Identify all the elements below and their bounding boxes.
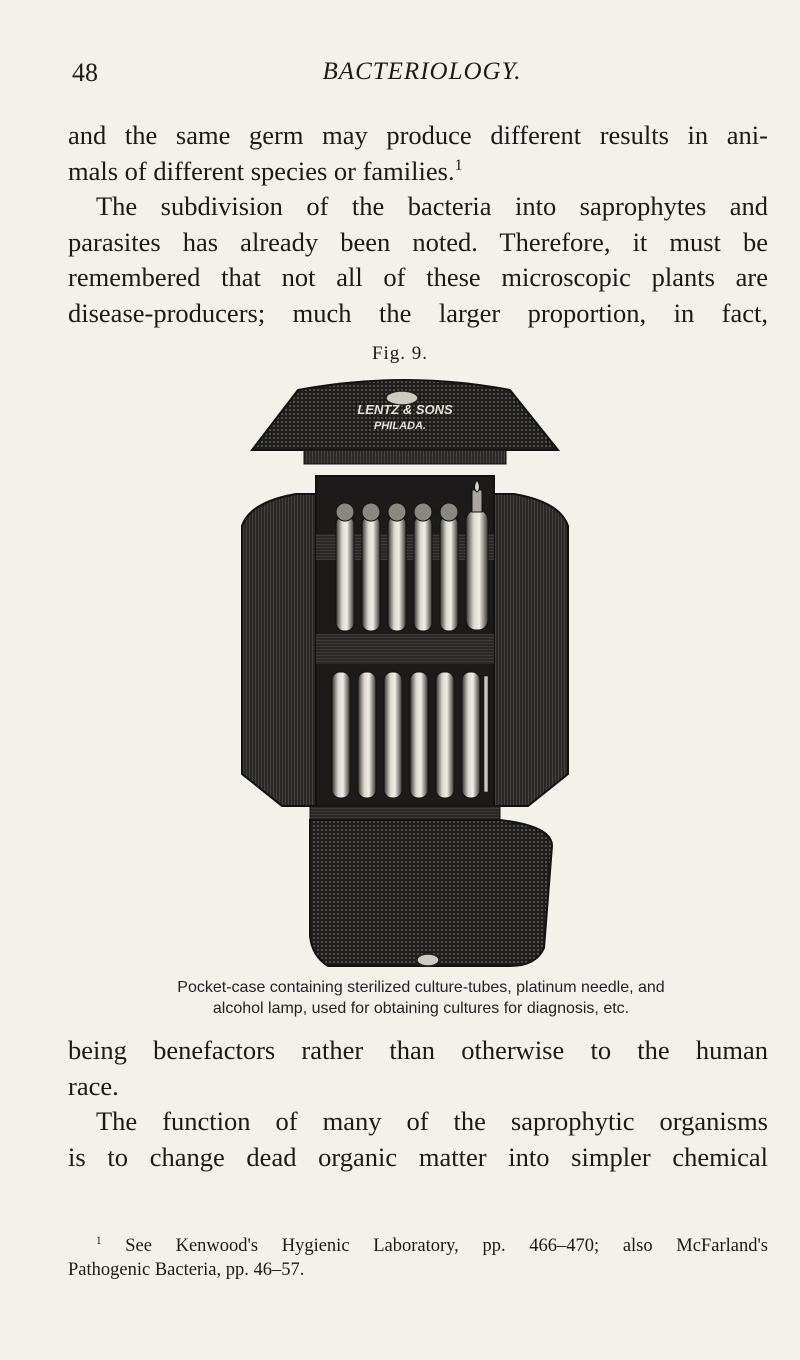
bottom-flap	[310, 806, 552, 966]
text-line: The function of many of the saprophytic organisms	[96, 1106, 768, 1136]
text-line: race.	[68, 1070, 119, 1101]
text-line: parasites has already been noted. Therefore, it must be	[68, 226, 768, 257]
footnote-line: Pathogenic Bacteria, pp. 46–57.	[68, 1260, 305, 1280]
figure-caption	[115, 977, 727, 1019]
paragraph-top	[68, 118, 768, 331]
footnote-number: 1	[96, 1234, 102, 1247]
pocket-case-illustration	[240, 376, 570, 972]
right-flap	[494, 494, 568, 806]
text-line: is to change dead organic matter into simpler chemical	[68, 1141, 768, 1172]
culture-tubes-top-row	[336, 503, 458, 631]
left-flap	[242, 494, 316, 806]
footnote-marker: 1	[454, 156, 463, 174]
running-title: BACTERIOLOGY.	[322, 58, 522, 85]
footnote-text: See Kenwood's Hygienic Laboratory, pp. 466–470; also McFarland's	[125, 1236, 768, 1256]
footnote	[68, 1234, 768, 1282]
paragraph-bottom	[68, 1033, 768, 1175]
text-line: remembered that not all of these microscopic plants are	[68, 262, 768, 292]
maker-line-2: PHILADA.	[374, 420, 426, 432]
platinum-needle	[484, 676, 488, 792]
text-line: disease-producers; much the larger proportion, in fact,	[68, 297, 768, 328]
caption-line: Pocket-case containing sterilized culture-tubes, platinum needle, and	[177, 979, 665, 996]
case-lid	[252, 380, 558, 464]
text-line: mals of different species or families.	[68, 155, 455, 186]
caption-line: alcohol lamp, used for obtaining cultures for diagnosis, etc.	[212, 1000, 630, 1017]
page-header	[72, 58, 772, 94]
text-line-with-footnote	[68, 154, 768, 190]
text-line: The subdivision of the bacteria into saprophytes and	[96, 191, 768, 221]
text-line: and the same germ may produce different results in ani-	[68, 120, 768, 150]
text-line: being benefactors rather than otherwise to the human	[68, 1035, 768, 1065]
page-number: 48	[72, 58, 98, 87]
figure-label: Fig. 9.	[371, 343, 429, 364]
footnote-line	[68, 1234, 768, 1258]
tray-band-middle	[316, 634, 494, 664]
maker-line-1: LENTZ & SONS	[357, 402, 453, 417]
